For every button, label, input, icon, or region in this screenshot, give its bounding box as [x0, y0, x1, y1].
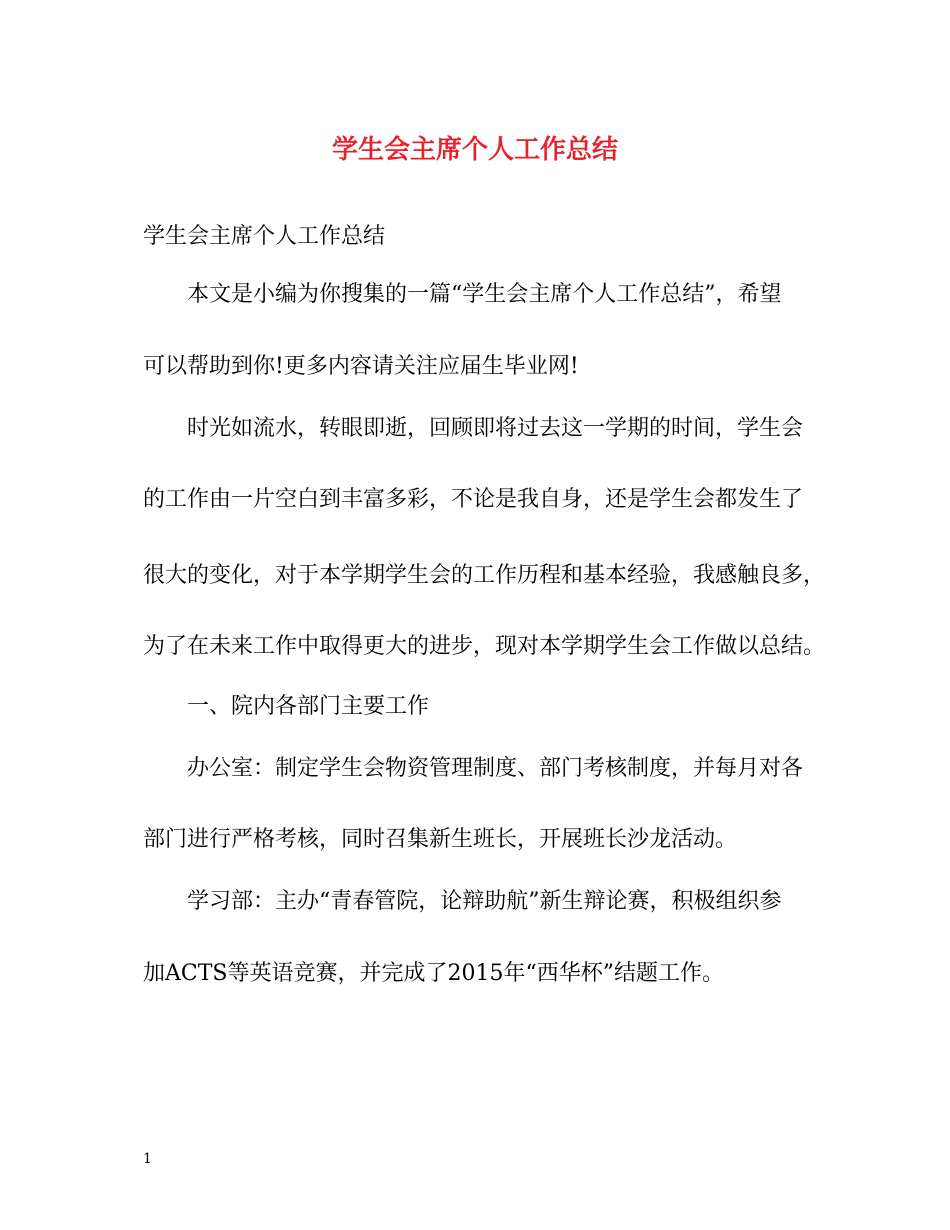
paragraph-line: 办公室：制定学生会物资管理制度、部门考核制度，并每月对各 — [187, 756, 804, 781]
paragraph-line: 本文是小编为你搜集的一篇“学生会主席个人工作总结”，希望 — [187, 282, 782, 307]
paragraph-line: 的工作由一片空白到丰富多彩，不论是我自身，还是学生会都发生了 — [143, 487, 804, 512]
paragraph-line: 为了在未来工作中取得更大的进步，现对本学期学生会工作做以总结。 — [143, 634, 826, 659]
paragraph-line: 加ACTS等英语竞赛，并完成了2015年“西华杯”结题工作。 — [143, 961, 724, 986]
document-subtitle: 学生会主席个人工作总结 — [143, 224, 386, 249]
paragraph-line: 很大的变化，对于本学期学生会的工作历程和基本经验，我感触良多， — [143, 563, 826, 588]
paragraph-line: 部门进行严格考核，同时召集新生班长，开展班长沙龙活动。 — [143, 827, 738, 852]
document-title: 学生会主席个人工作总结 — [331, 135, 618, 165]
paragraph-line: 时光如流水，转眼即逝，回顾即将过去这一学期的时间，学生会 — [187, 416, 804, 441]
section-heading: 一、院内各部门主要工作 — [187, 694, 430, 719]
paragraph-line: 学习部：主办“青春管院，论辩助航”新生辩论赛，积极组织参 — [187, 889, 782, 914]
paragraph-line: 可以帮助到你!更多内容请关注应届生毕业网! — [143, 354, 579, 379]
page-number: 1 — [143, 1151, 152, 1167]
